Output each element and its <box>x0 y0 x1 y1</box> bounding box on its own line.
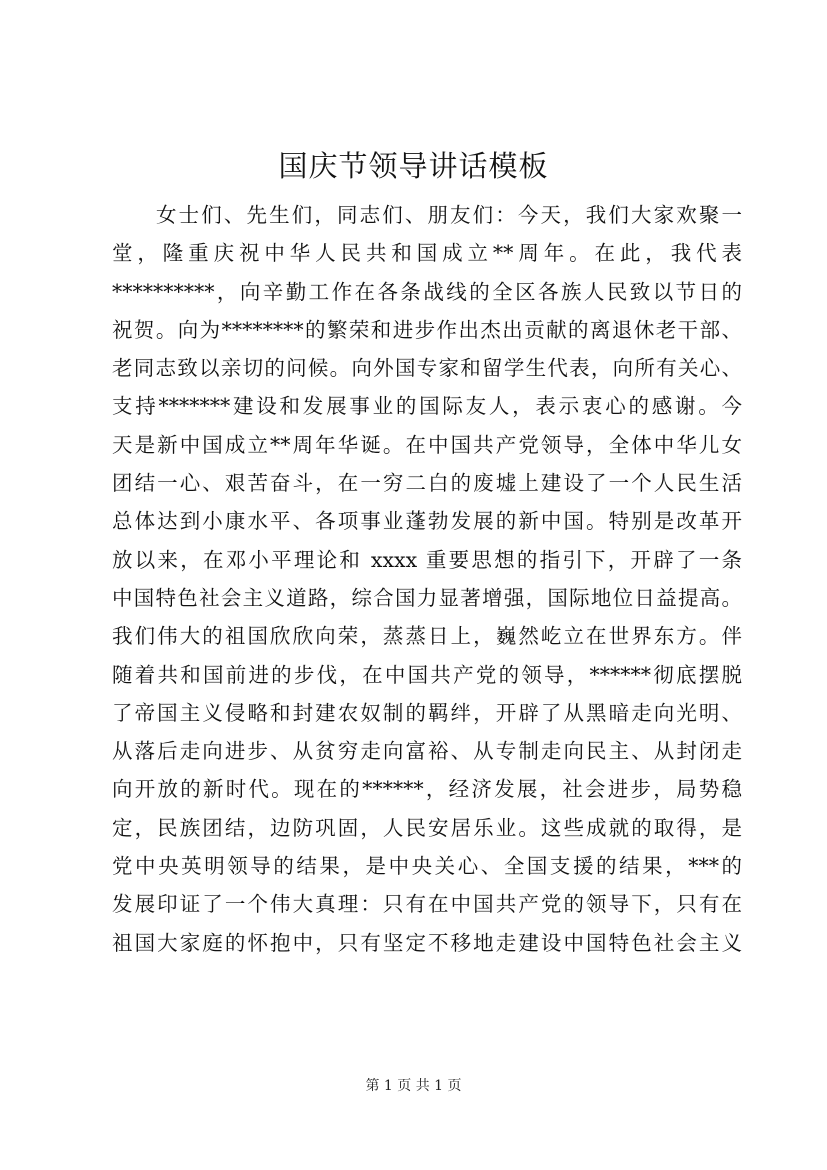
body-line: 中国特色社会主义道路，综合国力显著增强，国际地位日益提高。 <box>112 585 742 610</box>
document-body <box>112 196 742 962</box>
body-line: 党中央英明领导的结果，是中央关心、全国支援的结果，***的 <box>112 854 742 879</box>
body-line: 从落后走向进步、从贫穷走向富裕、从专制走向民主、从封闭走 <box>112 739 742 764</box>
body-line: 女士们、先生们，同志们、朋友们：今天，我们大家欢聚一 <box>156 203 742 227</box>
body-line: 总体达到小康水平、各项事业蓬勃发展的新中国。特别是改革开 <box>112 509 742 534</box>
body-line: 发展印证了一个伟大真理：只有在中国共产党的领导下，只有在 <box>112 892 742 917</box>
body-line: 祝贺。向为********的繁荣和进步作出杰出贡献的离退休老干部、 <box>112 317 742 342</box>
body-line: 我们伟大的祖国欣欣向荣，蒸蒸日上，巍然屹立在世界东方。伴 <box>112 624 742 649</box>
body-line: 支持*******建设和发展事业的国际友人，表示衷心的感谢。今 <box>112 394 742 419</box>
body-line: 向开放的新时代。现在的******，经济发展，社会进步，局势稳 <box>112 777 742 802</box>
body-line: 定，民族团结，边防巩固，人民安居乐业。这些成就的取得，是 <box>112 815 742 840</box>
body-line: 堂，隆重庆祝中华人民共和国成立**周年。在此，我代表 <box>112 241 742 266</box>
body-line: 老同志致以亲切的问候。向外国专家和留学生代表，向所有关心、 <box>112 356 742 381</box>
body-line: 团结一心、艰苦奋斗，在一穷二白的废墟上建设了一个人民生活 <box>112 471 742 496</box>
page-footer: 第 1 页 共 1 页 <box>365 1078 462 1094</box>
body-line: 放以来，在邓小平理论和 xxxx 重要思想的指引下，开辟了一条 <box>112 547 742 572</box>
body-line: 祖国大家庭的怀抱中，只有坚定不移地走建设中国特色社会主义 <box>112 930 742 955</box>
body-line: 天是新中国成立**周年华诞。在中国共产党领导，全体中华儿女 <box>112 432 742 457</box>
body-line: 了帝国主义侵略和封建农奴制的羁绊，开辟了从黑暗走向光明、 <box>112 700 742 725</box>
body-line: **********，向辛勤工作在各条战线的全区各族人民致以节日的 <box>112 279 742 304</box>
body-line: 随着共和国前进的步伐，在中国共产党的领导，******彻底摆脱 <box>112 662 742 687</box>
document-title: 国庆节领导讲话模板 <box>278 149 549 183</box>
